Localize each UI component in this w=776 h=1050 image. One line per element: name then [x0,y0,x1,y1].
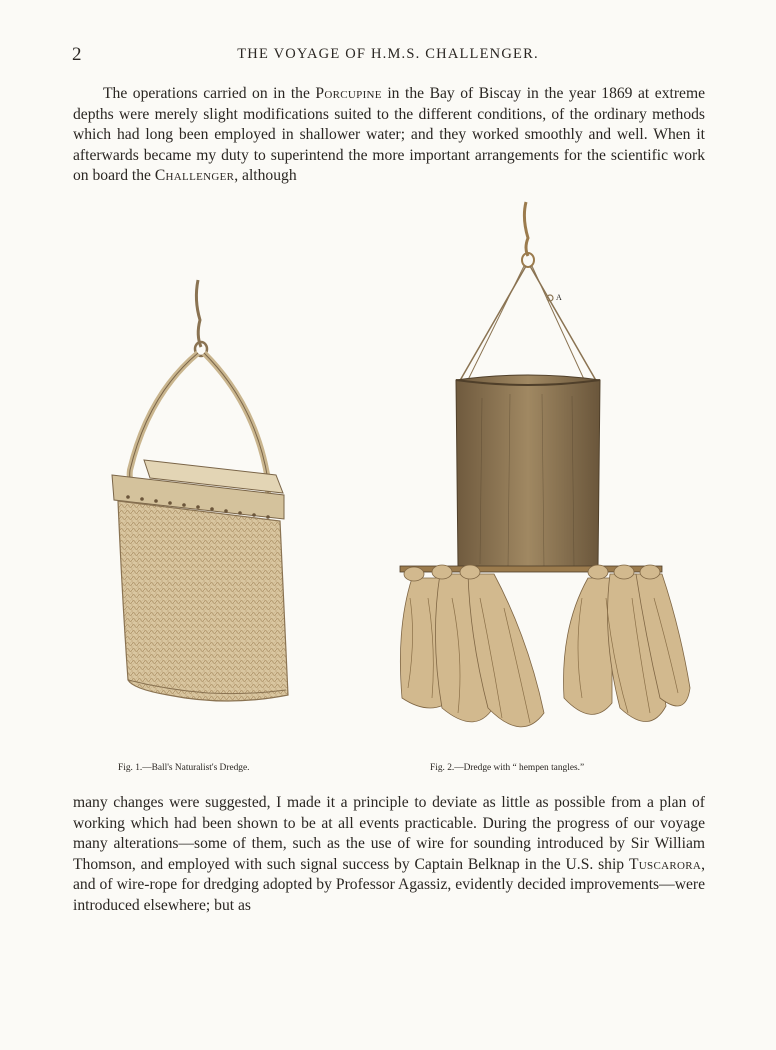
figure-1-caption: Fig. 1.—Ball's Naturalist's Dredge. [118,763,250,773]
page-number: 2 [72,44,82,65]
paragraph-top-text-3: , although [234,167,297,185]
figure-2-tangles-illustration [392,198,702,746]
ship-name-challenger: Challenger [154,167,235,185]
paragraph-bottom-text-1: many changes were suggested, I made it a principle to deviate as little as possible from a plan of working which had been shown to be at all events practicable. During the progress of our voyage many alterations—some of them, such as the use of wire for sounding introduced by Sir William Thomson, and employed with such signal success by Captain Belknap in the U.S. ship [73,794,705,873]
running-head: THE VOYAGE OF H.M.S. CHALLENGER. [237,46,539,62]
ship-name-porcupine: Porcupine [315,85,382,102]
paragraph-top [73,84,705,187]
figure-2-label-a: A [556,293,562,302]
figure-1-dredge-illustration [108,275,298,707]
ship-name-tuscarora: Tuscarora [628,855,702,873]
paragraph-top-text-2: in the Bay of Biscay in the year 1869 at extreme depths were merely slight modifications suited to the different conditions, of the ordinary methods which had long been employed in shallower water; and they worked smoothly and well. When it afterwards became my duty to superintend the more important arrangements for the scientific work on board the [73,85,705,185]
paragraph-top-text-1: The operations carried on in the [103,85,316,102]
paragraph-bottom [73,793,705,917]
paragraph-bottom-text-2: , and of wire-rope for dredging adopted by Professor Agassiz, evidently decided improvements—were introduced elsewhere; but as [73,855,705,914]
figure-2-caption: Fig. 2.—Dredge with “ hempen tangles.” [430,763,585,773]
